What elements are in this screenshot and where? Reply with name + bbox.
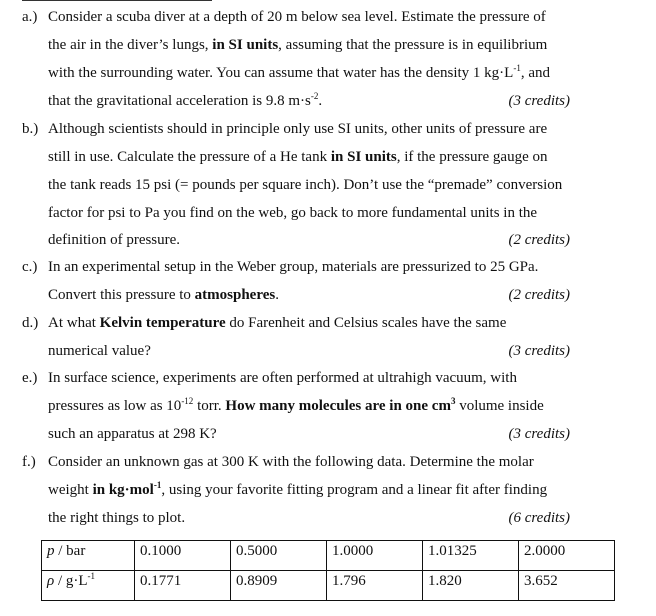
text: In an experimental setup in the Weber group, materials are pressurized to 25 GPa. [48,259,539,275]
text: with the surrounding water. You can assume that water has the density 1 kg·L [48,65,514,81]
text: the tank reads 15 psi (= pounds per square inch). Don’t use the “premade” conversion [48,177,563,193]
item-label: a.) [22,9,38,25]
question-line [48,508,185,528]
bold-text: How many molecules are in one cm [225,398,451,414]
item-label: c.) [22,259,38,275]
text: Although scientists should in principle only use SI units, other units of pressure are [48,121,548,137]
item-label: e.) [22,370,38,386]
credits-label: (3 credits) [508,343,570,359]
text: the air in the diver’s lungs, [48,37,213,53]
unit: / bar [54,543,86,559]
text: volume inside [455,398,544,414]
text: that the gravitational acceleration is 9.8 m·s [48,93,311,109]
question-line [48,7,546,27]
text: . [275,287,279,303]
question-line [48,91,322,111]
table-cell: 0.8909 [231,571,327,601]
table-cell: 3.652 [519,571,615,601]
superscript: -1 [513,63,521,73]
table-cell: 1.820 [423,571,519,601]
table-cell: 2.0000 [519,541,615,571]
table-cell: 1.01325 [423,541,519,571]
question-line [48,368,517,388]
text: such an apparatus at 298 K? [48,426,217,442]
question-line [48,230,180,250]
table-cell: 1.0000 [327,541,423,571]
symbol: ρ [47,573,55,589]
unit-exponent: -1 [87,571,96,581]
bold-text: atmospheres [194,287,276,303]
text: , if the pressure gauge on [396,149,548,165]
question-line [48,147,548,167]
bold-text: in SI units [330,149,397,165]
text: Convert this pressure to [48,287,195,303]
question-line [48,285,279,305]
table-cell: 1.796 [327,571,423,601]
text: the right things to plot. [48,510,186,526]
table-cell: 0.5000 [231,541,327,571]
bold-text: in kg·mol [92,482,154,498]
text: Consider a scuba diver at a depth of 20 m below sea level. Estimate the pressure of [48,9,546,25]
text: do Farenheit and Celsius scales have the same [225,315,507,331]
text: still in use. Calculate the pressure of a He tank [48,149,331,165]
bold-text: -1 [153,480,162,490]
text: numerical value? [48,343,151,359]
row-header [42,541,135,571]
table-cell: 0.1771 [135,571,231,601]
question-line [48,35,547,55]
text: weight [48,482,93,498]
bold-text: Kelvin temperature [99,315,226,331]
question-line [48,313,506,333]
pressure-density-table [41,540,615,601]
unit: / g·L [54,573,88,589]
question-line [48,396,544,416]
text: , assuming that the pressure is in equilibrium [278,37,548,53]
top-rule [22,0,212,1]
item-label: f.) [22,454,36,470]
text: , and [520,65,551,81]
text: In surface science, experiments are often performed at ultrahigh vacuum, with [48,370,517,386]
text: At what [48,315,100,331]
table-row [42,571,615,601]
question-line [48,175,562,195]
item-label: b.) [22,121,39,137]
question-line [48,119,547,139]
text: pressures as low as 10 [48,398,182,414]
credits-label: (2 credits) [508,232,570,248]
question-line [48,424,217,444]
text: , using your favorite fitting program and a linear fit after finding [161,482,548,498]
question-line [48,257,538,277]
symbol: p [47,543,55,559]
credits-label: (3 credits) [508,93,570,109]
question-line [48,341,151,361]
question-line [48,203,537,223]
text: Consider an unknown gas at 300 K with the following data. Determine the molar [48,454,534,470]
text: factor for psi to Pa you find on the web, go back to more fundamental units in the [48,205,538,221]
credits-label: (6 credits) [508,510,570,526]
question-line [48,480,547,500]
text: torr. [193,398,226,414]
text: definition of pressure. [48,232,181,248]
superscript: -12 [181,396,194,406]
table-cell: 0.1000 [135,541,231,571]
item-label: d.) [22,315,39,331]
question-line [48,63,550,83]
credits-label: (3 credits) [508,426,570,442]
table-row [42,541,615,571]
text: . [318,93,323,109]
bold-text: 3 [450,396,456,406]
row-header [42,571,135,601]
superscript: -2 [310,91,319,101]
bold-text: in SI units [212,37,279,53]
question-line [48,452,534,472]
credits-label: (2 credits) [508,287,570,303]
